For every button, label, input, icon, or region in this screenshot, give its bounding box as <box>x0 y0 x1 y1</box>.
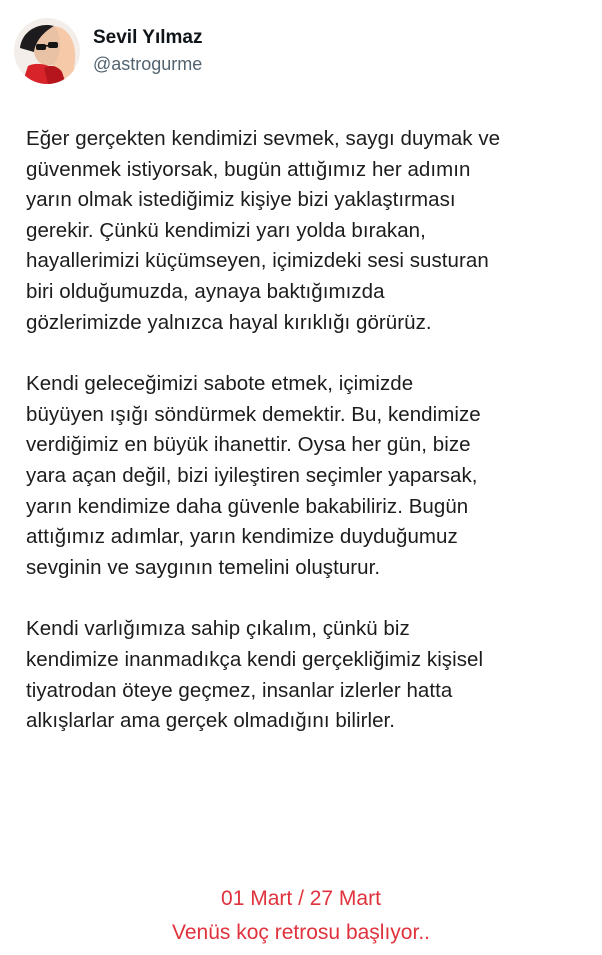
post-text-line: yarın kendimize daha güvenle bakabiliriz. Bugün <box>26 494 469 518</box>
post-text-line: gözlerimizde yalnızca hayal kırıklığı görürüz. <box>26 310 432 334</box>
post-text-line: sevginin ve saygının temelini oluşturur. <box>26 555 381 579</box>
story-overlay-text <box>0 882 602 950</box>
author-names <box>93 26 203 76</box>
post-text-line: büyüyen ışığı söndürmek demektir. Bu, kendimize <box>26 402 481 426</box>
post-paragraph-1 <box>26 124 596 338</box>
post-text-line: hayallerimizi küçümseyen, içimizdeki sesi susturan <box>26 249 489 273</box>
profile-photo-avatar-icon <box>14 18 80 84</box>
post-text-line: Kendi varlığımıza sahip çıkalım, çünkü biz <box>26 617 410 641</box>
author-handle[interactable]: @astrogurme <box>93 54 203 74</box>
author-display-name[interactable]: Sevil Yılmaz <box>93 27 203 48</box>
avatar[interactable] <box>14 18 80 84</box>
post-header <box>14 18 203 84</box>
post-text-line: gerekir. Çünkü kendimizi yarı yolda bırakan, <box>26 218 426 242</box>
post-text-line: tiyatrodan öteye geçmez, insanlar izlerler hatta <box>26 678 453 702</box>
overlay-caption-line: Venüs koç retrosu başlıyor.. <box>172 921 430 944</box>
post-text-line: alkışlarlar ama gerçek olmadığını bilirler. <box>26 709 396 733</box>
post-body <box>26 124 596 737</box>
post-paragraph-2 <box>26 369 596 583</box>
post-text-line: verdiğimiz en büyük ihanettir. Oysa her gün, bize <box>26 433 471 457</box>
post-text-line: Eğer gerçekten kendimizi sevmek, saygı duymak ve <box>26 127 501 150</box>
post-text-line: kendimize inanmadıkça kendi gerçekliğimiz kişisel <box>26 647 484 671</box>
post-text-line: yara açan değil, bizi iyileştiren seçimler yaparsak, <box>26 463 478 487</box>
overlay-date-line: 01 Mart / 27 Mart <box>221 887 381 910</box>
post-text-line: Kendi geleceğimizi sabote etmek, içimizde <box>26 372 414 396</box>
post-text-line: güvenmek istiyorsak, bugün attığımız her adımın <box>26 157 471 181</box>
post-text-line: biri olduğumuzda, aynaya baktığımızda <box>26 279 385 303</box>
post-text-line: yarın olmak istediğimiz kişiye bizi yaklaştırması <box>26 188 456 212</box>
post-paragraph-3 <box>26 614 596 736</box>
post-text-line: attığımız adımlar, yarın kendimize duyduğumuz <box>26 525 458 549</box>
